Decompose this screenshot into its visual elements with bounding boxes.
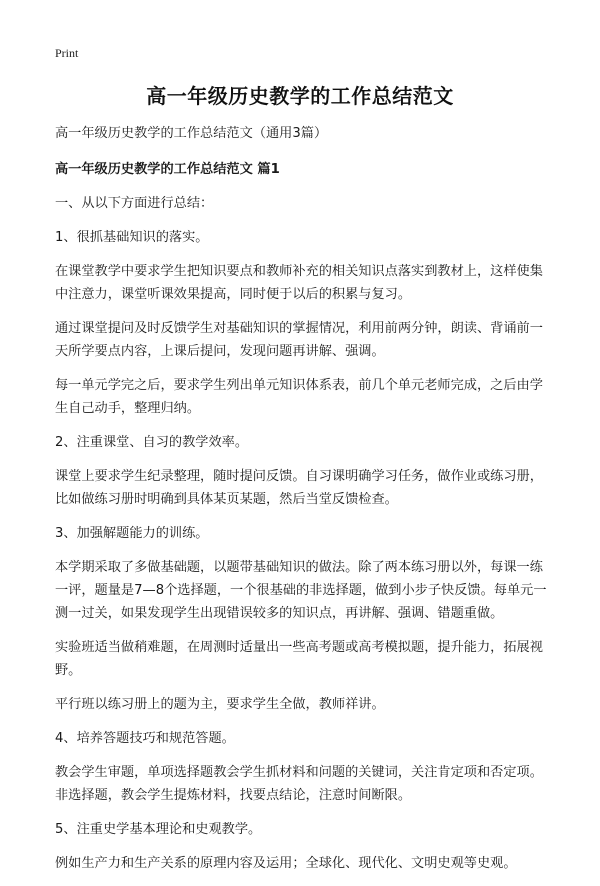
point-heading: 5、注重史学基本理论和史观教学。 [55, 822, 262, 837]
paragraph: 通过课堂提问及时反馈学生对基础知识的掌握情况，利用前两分钟，朗读、背诵前一天所学要点内容，上课后提问，发现问题再讲解、强调。 [55, 321, 543, 359]
document-title: 高一年级历史教学的工作总结范文 [146, 84, 454, 108]
paragraph: 每一单元学完之后，要求学生列出单元知识体系表，前几个单元老师完成，之后由学生自己动手，整理归纳。 [55, 378, 543, 416]
print-label: Print [55, 46, 79, 60]
document-body [55, 122, 555, 886]
paragraph: 教会学生审题，单项选择题教会学生抓材料和问题的关键词，关注肯定项和否定项。非选择题，教会学生提炼材料，找要点结论，注意时间断限。 [55, 765, 543, 803]
point-heading: 4、培养答题技巧和规范答题。 [55, 731, 235, 746]
document-subtitle: 高一年级历史教学的工作总结范文（通用3篇） [55, 126, 328, 141]
paragraph: 实验班适当做稍难题，在周测时适量出一些高考题或高考模拟题，提升能力，拓展视野。 [55, 640, 543, 678]
paragraph: 平行班以练习册上的题为主，要求学生全做，教师祥讲。 [55, 697, 385, 712]
point-heading: 2、注重课堂、自习的教学效率。 [55, 435, 249, 450]
paragraph: 课堂上要求学生纪录整理，随时提问反馈。自习课明确学习任务，做作业或练习册，比如做练习册时明确到具体某页某题，然后当堂反馈检查。 [55, 469, 543, 507]
summary-intro: 一、从以下方面进行总结： [55, 196, 214, 211]
paragraph: 例如生产力和生产关系的原理内容及运用；全球化、现代化、文明史观等史观。 [55, 856, 517, 871]
point-heading: 1、很抓基础知识的落实。 [55, 230, 209, 245]
section-heading: 高一年级历史教学的工作总结范文 篇1 [55, 162, 280, 177]
paragraph: 在课堂教学中要求学生把知识要点和教师补充的相关知识点落实到教材上，这样使集中注意力，课堂听课效果提高，同时便于以后的积累与复习。 [55, 264, 543, 302]
point-heading: 3、加强解题能力的训练。 [55, 526, 209, 541]
paragraph: 本学期采取了多做基础题，以题带基础知识的做法。除了两本练习册以外，每课一练一评，题量是7—8个选择题，一个很基础的非选择题，做到小步子快反馈。每单元一测一过关，如果发现学生出现错误较多的知识点，再讲解、强调、错题重做。 [55, 560, 547, 621]
